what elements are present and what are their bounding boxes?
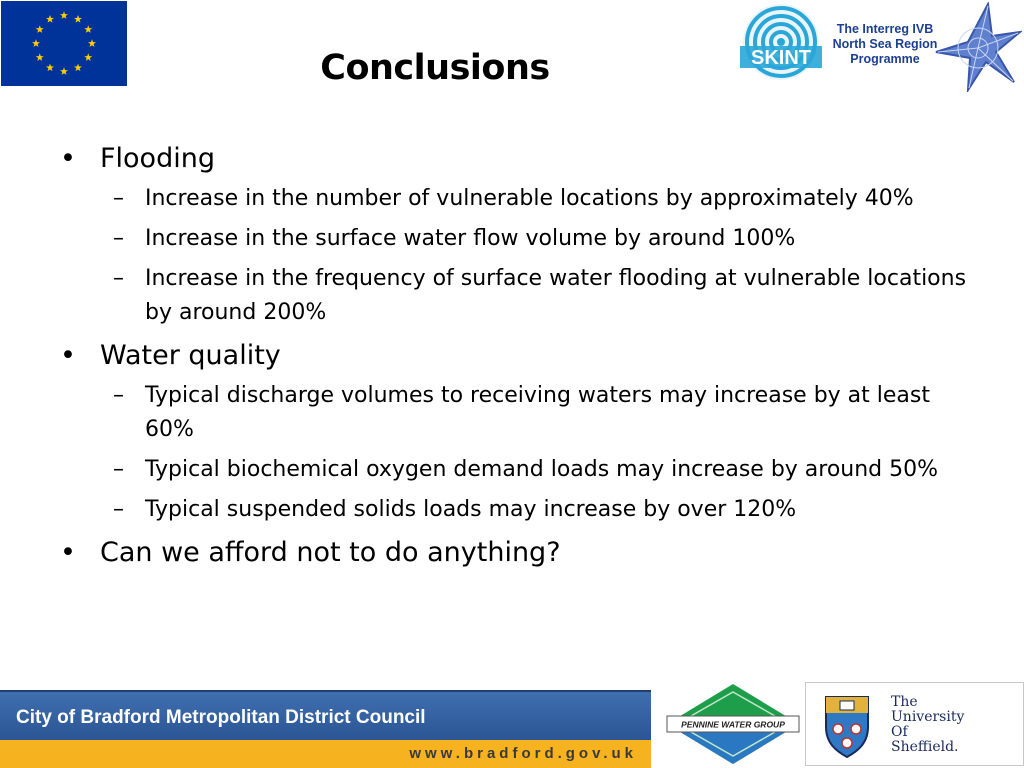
eu-flag-icon bbox=[1, 1, 127, 86]
bullet-text: Flooding bbox=[100, 143, 215, 174]
university-of-sheffield-logo bbox=[805, 682, 1024, 766]
bullet-item bbox=[60, 339, 980, 373]
dash-glyph: – bbox=[113, 457, 124, 482]
interreg-line: The Interreg IVB bbox=[836, 22, 934, 36]
eu-flag-logo bbox=[1, 1, 127, 86]
pennine-water-group-logo bbox=[663, 682, 803, 766]
interreg-logo-text bbox=[826, 22, 944, 67]
sub-bullet-text: Increase in the surface water flow volume by around 100% bbox=[145, 226, 796, 251]
sheffield-line: Of bbox=[891, 724, 908, 740]
bullet-glyph: • bbox=[60, 143, 76, 174]
pennine-logo-text: PENNINE WATER GROUP bbox=[681, 719, 785, 730]
slide-body bbox=[60, 142, 980, 570]
starfish-logo bbox=[928, 2, 1022, 92]
interreg-line: North Sea Region bbox=[832, 37, 938, 51]
bradford-council-name: City of Bradford Metropolitan District Council bbox=[0, 690, 651, 740]
bullet-text: Water quality bbox=[100, 340, 281, 371]
sheffield-line: The bbox=[891, 694, 918, 710]
skint-logo-text: SKINT bbox=[751, 47, 811, 69]
dash-glyph: – bbox=[113, 266, 124, 291]
sheffield-logo-text bbox=[891, 695, 964, 755]
bradford-council-banner bbox=[0, 690, 651, 768]
sheffield-line: Sheffield. bbox=[891, 739, 959, 755]
skint-logo bbox=[738, 2, 824, 88]
interreg-line: Programme bbox=[850, 52, 920, 66]
dash-glyph: – bbox=[113, 226, 124, 251]
sub-bullet-text: Typical discharge volumes to receiving waters may increase by at least 60% bbox=[145, 383, 930, 442]
sub-bullet-text: Typical biochemical oxygen demand loads may increase by around 50% bbox=[145, 457, 939, 482]
dash-glyph: – bbox=[113, 186, 124, 211]
bullet-glyph: • bbox=[60, 340, 76, 371]
sub-bullet-item bbox=[60, 379, 970, 447]
sub-bullet-item bbox=[60, 182, 970, 216]
starfish-icon bbox=[928, 2, 1022, 92]
dash-glyph: – bbox=[113, 497, 124, 522]
slide-title: Conclusions bbox=[320, 48, 550, 88]
sheffield-line: University bbox=[891, 709, 965, 725]
sub-bullet-item bbox=[60, 262, 970, 330]
bullet-item bbox=[60, 142, 980, 176]
bullet-text: Can we afford not to do anything? bbox=[100, 537, 561, 568]
dash-glyph: – bbox=[113, 383, 124, 408]
bullet-glyph: • bbox=[60, 537, 76, 568]
sub-bullet-text: Increase in the frequency of surface water flooding at vulnerable locations by around 200% bbox=[145, 266, 967, 325]
sub-bullet-text: Increase in the number of vulnerable locations by approximately 40% bbox=[145, 186, 914, 211]
sub-bullet-item bbox=[60, 493, 970, 527]
sub-bullet-item bbox=[60, 453, 970, 487]
bullet-item bbox=[60, 536, 980, 570]
bradford-url: www.bradford.gov.uk bbox=[0, 740, 651, 768]
sub-bullet-item bbox=[60, 222, 970, 256]
sub-bullet-text: Typical suspended solids loads may increase by over 120% bbox=[145, 497, 797, 522]
sheffield-crest-icon bbox=[820, 691, 874, 759]
